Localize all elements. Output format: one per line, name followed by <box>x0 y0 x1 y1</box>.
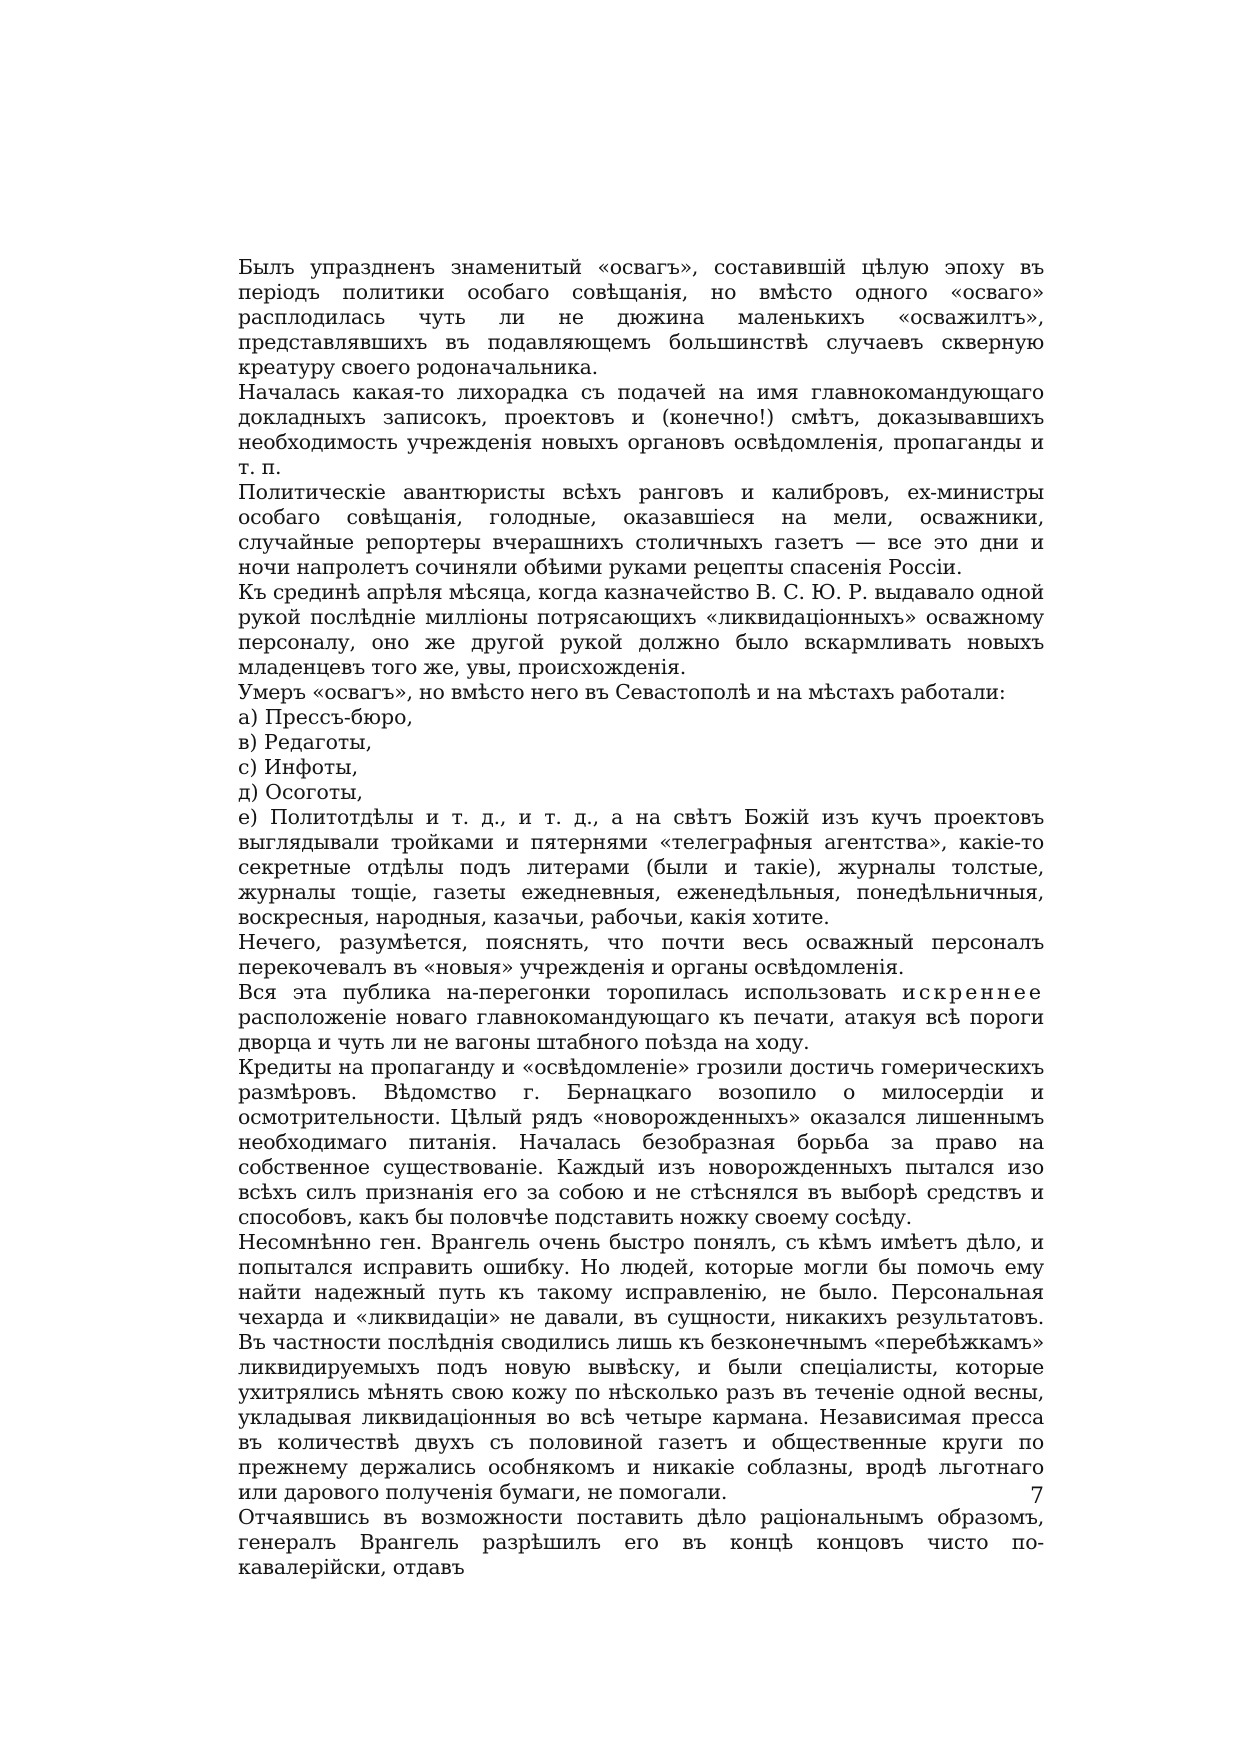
paragraph: Началась какая-то лихорадка съ подачей на имя главнокомандующаго докладныхъ записокъ, проектовъ и (конечно!) смѣтъ, доказывавшихъ необходимость учрежденія новыхъ органовъ освѣдомленія, пропаганды и т. п. <box>238 380 1044 479</box>
list-item: д) Осоготы, <box>238 780 364 804</box>
paragraph: Былъ упраздненъ знаменитый «освагъ», составившій цѣлую эпоху въ періодъ политики особаго совѣщанія, но вмѣсто одного «осваго» расплодилась чуть ли не дюжина маленькихъ «осважилтъ», представлявшихъ въ подавляющемъ большинствѣ случаевъ скверную креатуру своего родоначальника. <box>238 255 1044 379</box>
list-item: е) Политотдѣлы и т. д., и т. д., а на свѣтъ Божій изъ кучъ проектовъ выглядывали тройками и пятернями «телеграфныя агентства», какіе-то секретные отдѣлы подъ литерами (были и такіе), журналы толстые, журналы тощіе, газеты ежедневныя, еженедѣльныя, понедѣльничныя, воскресныя, народныя, казачьи, рабочьи, какія хотите. <box>238 805 1044 929</box>
paragraph: Кредиты на пропаганду и «освѣдомленіе» грозили достичь гомерическихъ размѣровъ. Вѣдомство г. Бернацкаго возопило о милосердіи и осмотрительности. Цѣлый рядъ «новорожденныхъ» оказался лишеннымъ необходимаго питанія. Началась безобразная борьба за право на собственное существованіе. Каждый изъ новорожденныхъ пытался изо всѣхъ силъ признанія его за собою и не стѣснялся въ выборѣ средствъ и способовъ, какъ бы половчѣе подставить ножку своему сосѣду. <box>238 1055 1044 1229</box>
paragraph-text: Вся эта публика на-перегонки торопилась использовать <box>238 980 887 1004</box>
paragraph: Къ срединѣ апрѣля мѣсяца, когда казначейство В. С. Ю. Р. выдавало одной рукой послѣдніе милліоны потрясающихъ «ликвидаціонныхъ» осважному персоналу, оно же другой рукой должно было вскармливать новыхъ младенцевъ того же, увы, происхожденія. <box>238 580 1044 679</box>
paragraph: Отчаявшись въ возможности поставить дѣло раціональнымъ образомъ, генералъ Врангель разрѣшилъ его въ концѣ концовъ чисто по-кавалерійски, отдавъ <box>238 1505 1044 1579</box>
paragraph <box>238 980 1044 1055</box>
paragraph: Умеръ «освагъ», но вмѣсто него въ Севастополѣ и на мѣстахъ работали: <box>238 680 1006 704</box>
paragraph: Нечего, разумѣется, пояснять, что почти весь осважный персоналъ перекочевалъ въ «новыя» учрежденія и органы освѣдомленія. <box>238 930 1044 979</box>
paragraph-text: расположеніе новаго главнокомандующаго къ печати, атакуя всѣ пороги дворца и чуть ли не вагоны штабного поѣзда на ходу. <box>238 1005 1044 1054</box>
list-item: с) Инфоты, <box>238 755 359 779</box>
paragraph: Политическіе авантюристы всѣхъ ранговъ и калибровъ, ex-министры особаго совѣщанія, голодные, оказавшіеся на мели, осважники, случайные репортеры вчерашнихъ столичныхъ газетъ — все это дни и ночи напролетъ сочиняли обѣими руками рецепты спасенія Россіи. <box>238 480 1044 579</box>
list-item: а) Прессъ-бюро, <box>238 705 413 729</box>
list-item: в) Редаготы, <box>238 730 373 754</box>
page-number: 7 <box>1030 1484 1044 1509</box>
emphasized-word: искреннее <box>902 980 1044 1004</box>
page-body <box>238 255 1044 1580</box>
paragraph: Несомнѣнно ген. Врангель очень быстро понялъ, съ кѣмъ имѣетъ дѣло, и попытался исправить ошибку. Но людей, которые могли бы помочь ему найти надежный путь къ такому исправленію, не было. Персональная чехарда и «ликвидаціи» не давали, въ сущности, никакихъ результатовъ. Въ частности послѣднія сводились лишь къ безконечнымъ «перебѣжкамъ» ликвидируемыхъ подъ новую вывѣску, и были спеціалисты, которые ухитрялись мѣнять свою кожу по нѣсколько разъ въ теченіе одной весны, укладывая ликвидаціонныя во всѣ четыре кармана. Независимая пресса въ количествѣ двухъ съ половиной газетъ и общественные круги по прежнему держались особнякомъ и никакіе соблазны, вродѣ льготнаго или дарового полученія бумаги, не помогали. <box>238 1230 1044 1504</box>
